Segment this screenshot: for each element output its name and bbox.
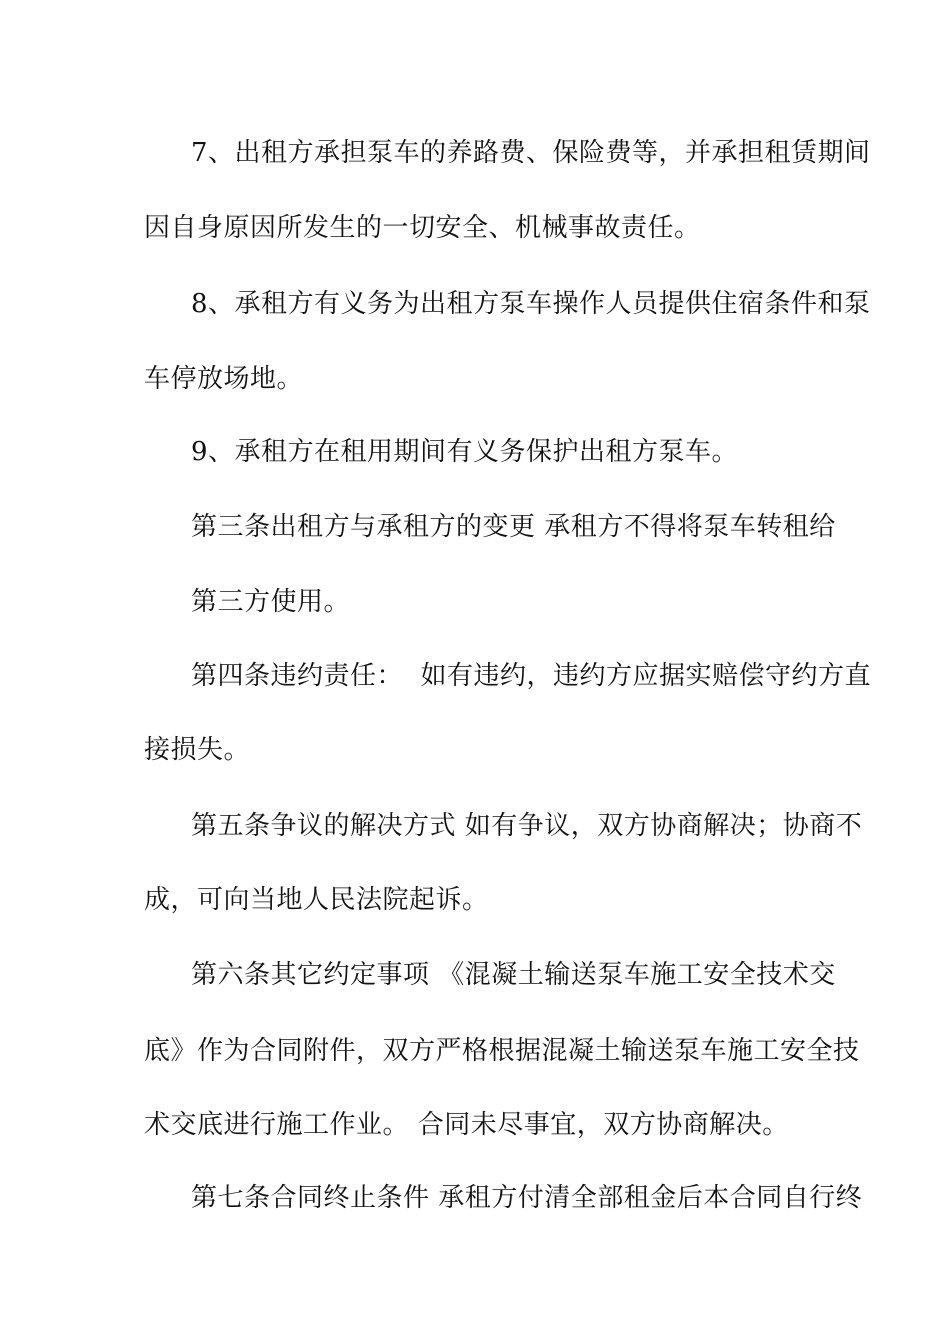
paragraph-line: 车停放场地。 xyxy=(144,364,304,394)
paragraph-line: 第六条其它约定事项 《混凝土输送泵车施工安全技术交 xyxy=(191,960,836,990)
paragraph-line: 底》作为合同附件，双方严格根据混凝土输送泵车施工安全技 xyxy=(144,1036,860,1066)
paragraph-line: 第五条争议的解决方式 如有争议，双方协商解决；协商不 xyxy=(191,811,863,841)
paragraph-line: 9、承租方在租用期间有义务保护出租方泵车。 xyxy=(191,437,739,467)
paragraph-line: 接损失。 xyxy=(144,735,251,765)
paragraph-line: 因自身原因所发生的一切安全、机械事故责任。 xyxy=(144,213,701,243)
paragraph-line: 7、出租方承担泵车的养路费、保险费等，并承担租赁期间 xyxy=(191,138,871,168)
paragraph-line: 第四条违约责任： 如有违约，违约方应据实赔偿守约方直 xyxy=(191,661,872,691)
paragraph-line: 第三方使用。 xyxy=(191,587,351,617)
paragraph-line: 第七条合同终止条件 承租方付清全部租金后本合同自行终 xyxy=(191,1183,863,1213)
paragraph-line: 8、承租方有义务为出租方泵车操作人员提供住宿条件和泵 xyxy=(191,289,871,319)
paragraph-line: 术交底进行施工作业。 合同未尽事宜，双方协商解决。 xyxy=(144,1110,789,1140)
paragraph-line: 成，可向当地人民法院起诉。 xyxy=(144,885,489,915)
paragraph-line: 第三条出租方与承租方的变更 承租方不得将泵车转租给 xyxy=(191,512,836,542)
